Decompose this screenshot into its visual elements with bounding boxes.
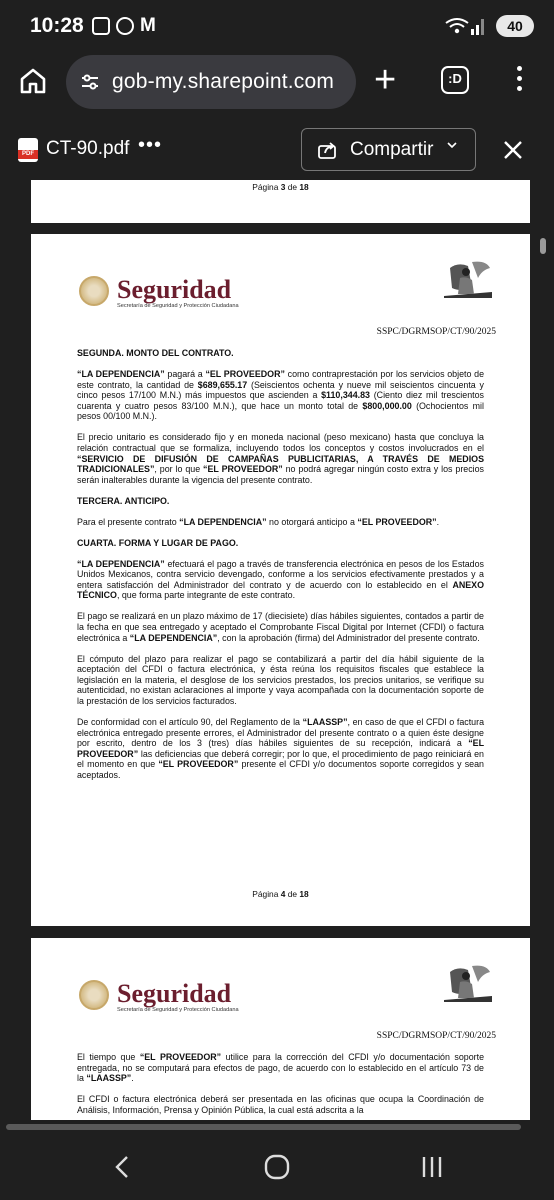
home-icon[interactable] <box>18 66 48 96</box>
share-icon <box>318 141 338 159</box>
share-button[interactable] <box>301 128 476 171</box>
bold-text: “EL PROVEEDOR” <box>203 464 283 475</box>
whatsapp-icon <box>116 17 134 35</box>
address-bar[interactable] <box>66 55 356 109</box>
paragraph <box>77 611 484 643</box>
bold-text: $689,655.17 <box>197 379 248 390</box>
text: . <box>131 1073 134 1084</box>
site-settings-icon[interactable] <box>80 72 100 92</box>
text: Para el presente contrato <box>77 516 180 527</box>
text: , con la aprobación (firma) del Administrador del presente contrato. <box>217 632 480 643</box>
text: no podrá agregar ningún costo extra y los precios serán inalterables durante la vigencia del presente contrato. <box>77 464 484 485</box>
text: (Ochocientos mil pesos 00/100 M.N.). <box>77 400 484 422</box>
bold-text: “EL PROVEEDOR” <box>357 516 437 527</box>
gmail-icon: M <box>140 15 156 36</box>
document-reference: SSPC/DGRMSOP/CT/90/2025 <box>376 327 496 337</box>
logo-brand: Seguridad <box>117 979 232 1008</box>
browser-menu-icon[interactable] <box>517 66 523 96</box>
url-text: gob-my.sharepoint.com <box>112 70 335 93</box>
text: El CFDI o factura electrónica deberá ser presentada en las oficinas que ocupa la Coordinación de Análisis, Información, Prensa y Opinión Pública, la cual está adscrita a la <box>77 1094 484 1115</box>
page-footer: Página 3 de 18 <box>252 182 309 192</box>
text: El precio unitario es considerado fijo y en moneda nacional (peso mexicano) hasta que concluya la relación contractual que se formaliza, incluyendo todos los conceptos y costos involucrados en el <box>77 432 484 453</box>
document-reference: SSPC/DGRMSOP/CT/90/2025 <box>376 1031 496 1041</box>
vertical-scrollbar[interactable] <box>540 238 546 254</box>
signal-icon <box>470 16 486 36</box>
share-label: Compartir <box>350 139 434 160</box>
text: De conformidad con el artículo 90, del Reglamento de la <box>77 716 303 727</box>
close-icon[interactable] <box>500 137 526 163</box>
contract-body <box>77 348 484 791</box>
heading-cuarta: CUARTA. FORMA Y LUGAR DE PAGO. <box>77 537 239 548</box>
text: presente el CFDI y/o documentos soporte corregidos y sean aceptados. <box>77 759 484 780</box>
paragraph <box>77 654 484 707</box>
text: . <box>436 516 440 527</box>
text: las deficiencias que deberá corregir; por lo que, el procedimiento de pago reiniciará en el momento en que <box>77 748 484 770</box>
bold-text: $110,344.83 <box>321 390 370 401</box>
bold-text: “LA DEPENDENCIA” <box>129 632 218 643</box>
screenshot-icon <box>92 17 110 35</box>
tab-switcher-button[interactable]: :D <box>441 66 469 94</box>
logo-subtitle: Secretaría de Seguridad y Protección Ciudadana <box>117 1007 239 1013</box>
heading-segunda: SEGUNDA. MONTO DEL CONTRATO. <box>77 348 234 358</box>
bold-text: “LAASSP” <box>86 1073 132 1084</box>
pdf-file-icon: PDF <box>18 138 38 162</box>
paragraph <box>77 369 484 422</box>
recents-icon[interactable] <box>420 1154 444 1180</box>
file-options-button[interactable]: ••• <box>138 134 163 156</box>
bold-text: “EL PROVEEDOR” <box>205 368 285 379</box>
heading-tercera: TERCERA. ANTICIPO. <box>77 495 170 506</box>
home-nav-icon[interactable] <box>264 1154 290 1180</box>
paragraph <box>77 517 484 528</box>
horizontal-scrollbar[interactable] <box>6 1124 521 1130</box>
bold-text: $800,000.00 <box>362 400 412 411</box>
text: (Ciento diez mil trescientos cuarenta y cuatro pesos 83/100 M.N.), que hace un monto total de <box>77 390 484 411</box>
pdf-page-4 <box>31 234 530 926</box>
bold-text: “EL PROVEEDOR” <box>139 1052 222 1062</box>
logo-subtitle: Secretaría de Seguridad y Protección Ciudadana <box>117 303 239 309</box>
text: , en caso de que el CFDI o factura electrónica entregado presente errores, el Administrador del presente contrato o a quien éste designe por escrito, dentro de los 3 (tres) días hábiles siguientes de su recepción, indicará a <box>77 716 485 749</box>
pdf-filename: CT-90.pdf <box>46 138 130 159</box>
system-nav-bar <box>0 1134 554 1200</box>
text: no otorgará anticipo a <box>266 516 358 527</box>
pdf-page-5 <box>31 938 530 1120</box>
bold-text: ANEXO TÉCNICO <box>77 579 484 601</box>
mexico-seal-icon <box>79 276 109 306</box>
bold-text: “EL PROVEEDOR” <box>77 738 484 759</box>
paragraph <box>77 1094 484 1115</box>
back-icon[interactable] <box>112 1154 132 1180</box>
chevron-down-icon <box>446 140 458 150</box>
paragraph <box>77 1052 484 1084</box>
bold-text: “LAASSP” <box>302 716 348 727</box>
contract-body <box>77 1052 484 1120</box>
logo-brand: Seguridad <box>117 275 232 304</box>
pdf-page-3 <box>31 180 530 223</box>
patria-emblem-icon <box>442 258 494 302</box>
paragraph <box>77 717 484 781</box>
paragraph <box>77 559 484 601</box>
paragraph <box>77 432 484 485</box>
bold-text: “LA DEPENDENCIA” <box>179 516 267 527</box>
patria-emblem-icon <box>442 962 494 1006</box>
text: El tiempo que <box>77 1052 140 1062</box>
bold-text: “EL PROVEEDOR” <box>158 759 239 770</box>
text: efectuará el pago a través de transferencia electrónica en pesos de los Estados Unidos Mexicanos, contra servicio devengado, conforme a los servicios efectivamente prestados y a entera satisfacción del Administrador del contrato y de acuerdo con lo establecido en el <box>77 558 484 590</box>
text: El pago se realizará en un plazo máximo de 17 (diecisiete) días hábiles siguientes, contados a partir de la fecha en que sea entregado y aceptado el Comprobante Fiscal Digital por Internet (CFDI) o factura electrónica a <box>77 611 484 643</box>
status-bar <box>0 0 554 52</box>
text: , por lo que <box>154 464 204 475</box>
text: utilice para la corrección del CFDI y/o documentación soporte entregada, no se computará para efectos de pago, de acuerdo con lo establecido en el artículo 73 de la <box>77 1052 485 1084</box>
status-time: 10:28 <box>30 14 84 37</box>
text: pagará a <box>164 368 206 379</box>
text: (Seiscientos ochenta y nueve mil seiscientos cincuenta y cinco pesos 17/100 M.N.) más impuestos que ascienden a <box>77 379 484 401</box>
battery-indicator: 40 <box>496 15 534 37</box>
bold-text: “LA DEPENDENCIA” <box>77 558 165 569</box>
bold-text: “LA DEPENDENCIA” <box>77 368 165 379</box>
bold-text: “SERVICIO DE DIFUSIÓN DE CAMPAÑAS PUBLICITARIAS, A TRAVÉS DE MEDIOS TRADICIONALES” <box>77 453 484 475</box>
page-footer: Página 4 de 18 <box>252 889 309 899</box>
text: como contraprestación por los servicios objeto de este contrato, la cantidad de <box>77 368 485 390</box>
wifi-icon <box>444 16 470 36</box>
text: El cómputo del plazo para realizar el pago se contabilizará a partir del día hábil siguiente de la aceptación del CFDI o factura electrónica, y ésta reúna los requisitos fiscales que establece la legislación en la materia, el desglose de los servicios prestados, los precios unitarios, se verifique su autenticidad, no existan aclaraciones al importe y vaya acompañada con la documentación soporte de la prestación de los servicios facturados. <box>77 653 484 706</box>
text: , que forma parte integrante de este contrato. <box>116 590 296 601</box>
scroll-track <box>0 1120 554 1134</box>
new-tab-button[interactable]: + <box>374 59 397 101</box>
mexico-seal-icon <box>79 980 109 1010</box>
